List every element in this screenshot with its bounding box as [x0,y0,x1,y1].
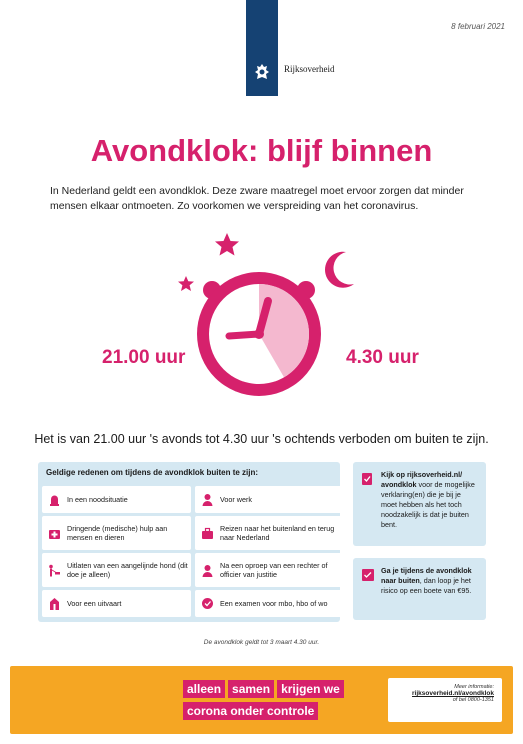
funeral-icon [48,597,61,610]
reason-item [195,516,344,550]
reasons-title: Geldige redenen om tijdens de avondklok buiten te zijn: [46,468,259,477]
fine-info-bold: Ga je tijdens de avondklok naar buiten [381,566,472,585]
reason-item [195,590,344,617]
reason-item [195,486,344,513]
emergency-siren-icon [48,493,61,506]
coat-of-arms-icon [251,62,273,84]
worker-icon [201,493,214,506]
clock-center [254,329,264,339]
publication-date: 8 februari 2021 [451,22,505,31]
reason-label: Na een oproep van een rechter of officier van justitie [220,560,328,579]
suitcase-icon [201,527,214,540]
logo-text: Rijksoverheid [284,64,335,74]
reasons-grid [42,486,336,617]
start-time: 21.00 uur [102,347,186,368]
intro-text: In Nederland geldt een avondklok. Deze zware maatregel moet ervoor zorgen dat minder mensen elkaar ontmoeten. Zo voorkomen we verspreiding van het coronavirus. [50,185,464,212]
reason-label: Voor werk [220,494,252,504]
end-time: 4.30 uur [346,347,419,368]
reason-item [42,486,191,513]
more-info-phone: of bel 0800-1351 [452,697,494,703]
reason-item [42,553,191,587]
medical-help-icon [48,527,61,540]
fine-info-box [353,558,486,620]
slogan [183,680,344,724]
declaration-info-box [353,462,486,546]
reason-label: Reizen naar het buitenland en terug naar Nederland [220,523,335,542]
slogan-word: corona onder controle [183,702,318,720]
more-info-label: Meer informatie: [454,684,494,690]
page-title: Avondklok: blijf binnen [90,133,433,168]
fine-check-icon [361,568,375,582]
slogan-word: samen [228,680,274,698]
more-info-link[interactable]: rijksoverheid.nl/avondklok [412,690,494,697]
declaration-info-bold: Kijk op rijksoverheid.nl/ avondklok [381,470,463,489]
judge-icon [201,564,214,577]
slogan-word: alleen [183,680,225,698]
more-info-box [388,678,502,722]
slogan-line-2 [183,702,344,720]
validity-footnote: De avondklok geldt tot 3 maart 4.30 uur. [203,639,320,646]
reason-label: Een examen voor mbo, hbo of wo [220,598,328,608]
reason-label: Dringende (medische) hulp aan mensen en dieren [67,523,168,542]
reason-item [42,590,191,617]
slogan-line-1 [183,680,344,698]
small-star-icon [178,276,194,291]
reason-item [42,516,191,550]
clock-illustration [0,228,523,428]
dog-walk-icon [48,564,61,577]
curfew-rule: Het is van 21.00 uur 's avonds tot 4.30 uur 's ochtends verboden om buiten te zijn. [34,432,489,446]
valid-reasons-panel [38,462,340,622]
moon-icon [325,252,354,288]
exam-icon [201,597,214,610]
reason-label: In een noodsituatie [67,494,128,504]
declaration-info-text: voor de mogelijke verklaring(en) die je bij je moet hebben als het toch noodzakelijk is dat je buiten bent. [381,480,475,529]
document-check-icon [361,472,375,486]
reason-label: Uitlaten van een aangelijnde hond (dit doe je alleen) [67,560,188,579]
large-star-icon [215,233,239,256]
reason-label: Voor een uitvaart [67,598,122,608]
slogan-word: krijgen we [277,680,344,698]
fine-info-text: , dan loop je het risico op een boete van €95. [381,576,472,595]
reason-item [195,553,344,587]
